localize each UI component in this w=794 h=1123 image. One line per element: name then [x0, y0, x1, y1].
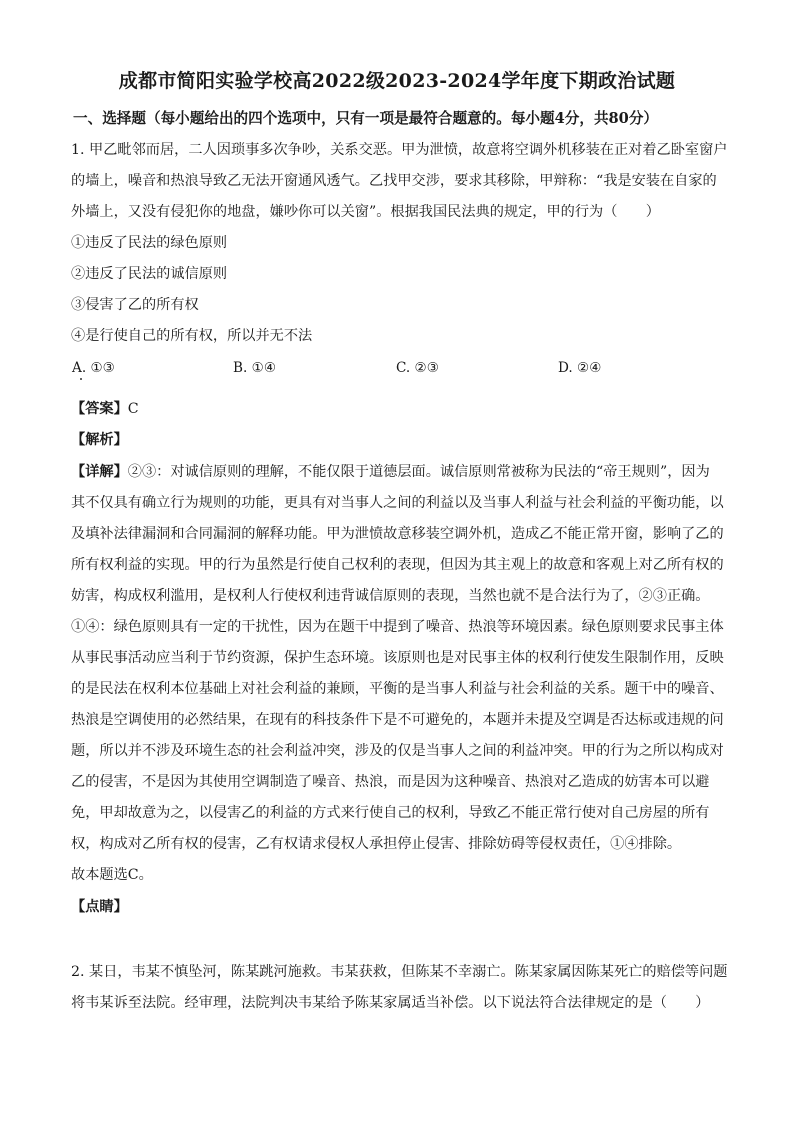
q1-detail-line: 热浪是空调使用的必然结果，在现有的科技条件下是不可避免的，本题并未提及空调是否达标或违规的问 — [71, 712, 724, 728]
q1-detail-line: 权，构成对乙所有权的侵害，乙有权请求侵权人承担停止侵害、排除妨碍等侵权责任，①④排除。 — [71, 836, 682, 852]
q1-option-a: A. ①③ — [72, 360, 115, 376]
page-title: 成都市简阳实验学校高2022级2023-2024学年度下期政治试题 — [118, 70, 676, 92]
section-heading: 一、选择题（每小题给出的四个选项中，只有一项是最符合题意的。每小题4分，共80分） — [73, 110, 659, 127]
q1-statement: ②违反了民法的诚信原则 — [71, 266, 228, 282]
answer-value: C — [127, 401, 139, 417]
q2-stem-line: 2. 某日，韦某不慎坠河，陈某跳河施救。韦某获救，但陈某不幸溺亡。陈某家属因陈某死亡的赔偿等问题 — [71, 964, 728, 980]
q1-detail-line: ①④：绿色原则具有一定的干扰性，因为在题干中提到了噪音、热浪等环境因素。绿色原则要求民事主体 — [71, 619, 724, 635]
q1-statement: ①违反了民法的绿色原则 — [71, 235, 228, 251]
q1-detail-line — [71, 462, 721, 482]
q1-stem-line: 的墙上，噪音和热浪导致乙无法开窗通风透气。乙找甲交涉，要求其移除，甲辩称：“我是安装在自家的 — [71, 173, 717, 189]
q1-detail-line: 其不仅具有确立行为规则的功能，更具有对当事人之间的利益以及当事人利益与社会利益的平衡功能，以 — [71, 495, 724, 511]
q1-detail-line: 题，所以并不涉及环境生态的社会利益冲突，涉及的仅是当事人之间的利益冲突。甲的行为之所以构成对 — [71, 743, 724, 759]
q1-analysis-heading — [71, 430, 721, 450]
q1-option-d: D. ②④ — [558, 360, 602, 376]
q1-stem-line: 外墙上，又没有侵犯你的地盘，嫌吵你可以关窗”。根据我国民法典的规定，甲的行为（ ） — [71, 204, 660, 220]
q1-detail-line: 乙的侵害，不是因为其使用空调制造了噪音、热浪，而是因为这种噪音、热浪对乙造成的妨害本可以避 — [71, 774, 710, 790]
q1-stem-line: 1. 甲乙毗邻而居，二人因琐事多次争吵，关系交恶。甲为泄愤，故意将空调外机移装在正对着乙卧室窗户 — [71, 142, 728, 158]
answer-tag: 【答案】 — [71, 401, 128, 417]
q2-stem-line: 将韦某诉至法院。经审理，法院判决韦某给予陈某家属适当补偿。以下说法符合法律规定的是（ ） — [71, 995, 710, 1011]
q1-detail-line: 妨害，构成权利滥用，是权利人行使权利违背诚信原则的表现，当然也就不是合法行为了，②③正确。 — [71, 588, 710, 604]
q1-detail-line: 从事民事活动应当利于节约资源，保护生态环境。该原则也是对民事主体的权利行使发生限制作用，反映 — [71, 650, 724, 666]
q1-detail-line: 免，甲却故意为之，以侵害乙的利益的方式来行使自己的权利，导致乙不能正常行使对自己房屋的所有 — [71, 805, 710, 821]
q1-detail-line: 所有权利益的实现。甲的行为虽然是行使自己权利的表现，但因为其主观上的故意和客观上对乙所有权的 — [71, 557, 724, 573]
q1-answer — [71, 399, 721, 419]
point-tag: 【点睛】 — [71, 899, 128, 915]
detail-text: ②③：对诚信原则的理解，不能仅限于道德层面。诚信原则常被称为民法的“帝王规则”，因为 — [127, 464, 710, 480]
analysis-tag: 【解析】 — [71, 432, 128, 448]
q1-option-c: C. ②③ — [396, 360, 439, 376]
detail-tag: 【详解】 — [71, 464, 128, 480]
q1-detail-line: 及填补法律漏洞和合同漏洞的解释功能。甲为泄愤故意移装空调外机，造成乙不能正常开窗，影响了乙的 — [71, 526, 724, 542]
q1-detail-line: 的是民法在权利本位基础上对社会利益的兼顾，平衡的是当事人利益与社会利益的关系。题干中的噪音、 — [71, 681, 724, 697]
q1-statement: ③侵害了乙的所有权 — [71, 297, 199, 313]
q1-conclusion: 故本题选C。 — [71, 867, 153, 883]
q1-point-heading — [71, 897, 721, 917]
q1-statement: ④是行使自己的所有权，所以并无不法 — [71, 328, 313, 344]
stray-dot — [80, 378, 82, 380]
q1-option-b: B. ①④ — [233, 360, 277, 376]
